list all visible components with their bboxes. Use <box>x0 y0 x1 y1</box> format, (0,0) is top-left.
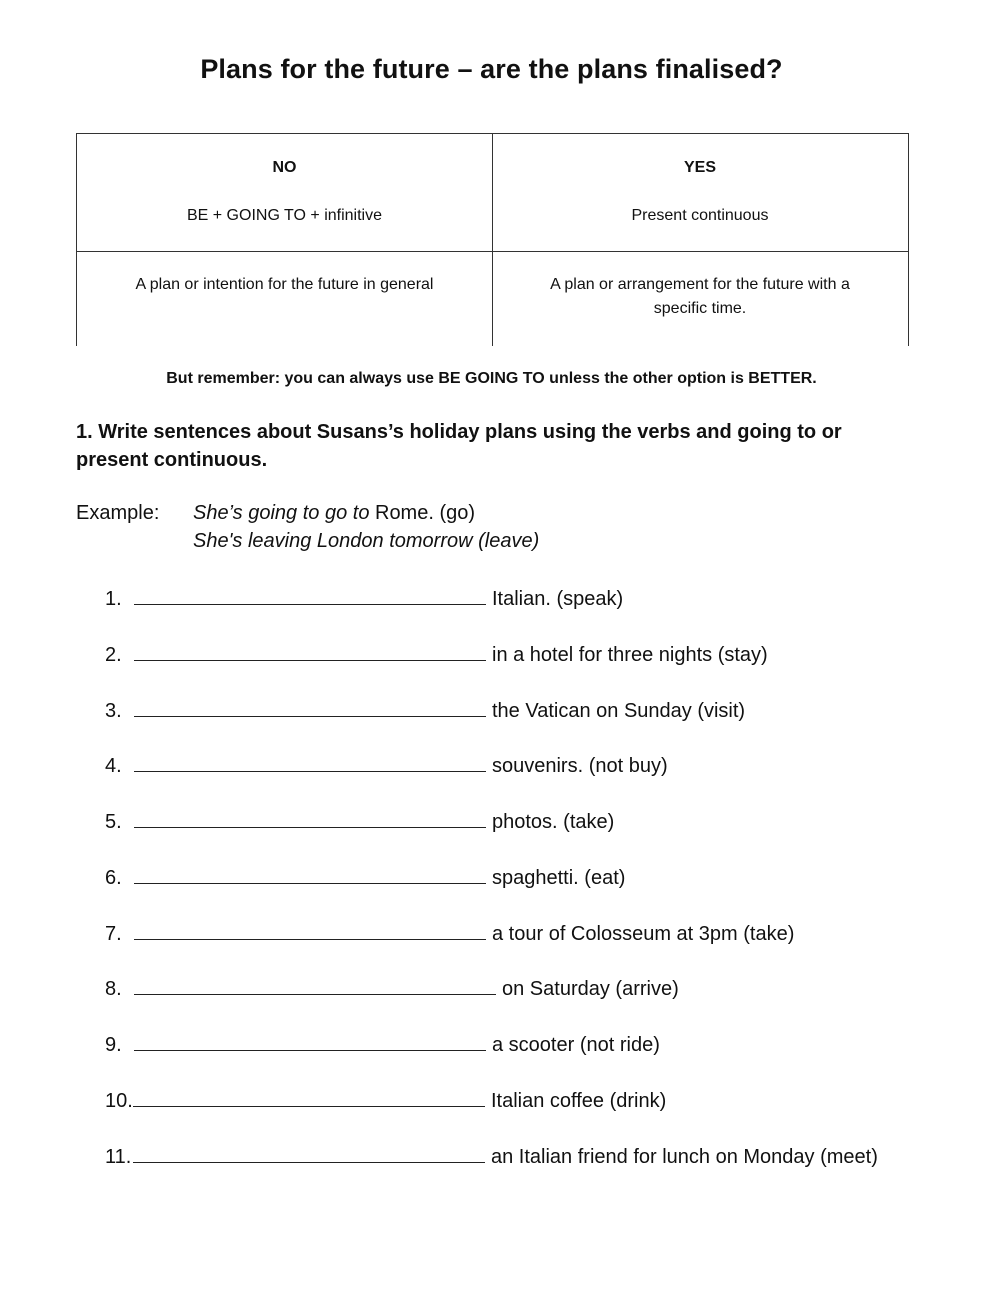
item-prompt: the Vatican on Sunday (visit) <box>492 700 746 722</box>
yes-use-text: A plan or arrangement for the future with a specific time. <box>550 276 850 317</box>
item-number: 5. <box>105 811 122 833</box>
answer-blank[interactable] <box>134 865 486 884</box>
item-number: 1. <box>105 588 122 610</box>
no-form: BE + GOING TO + infinitive <box>186 207 383 224</box>
exercise-item <box>105 642 768 670</box>
item-number: 10. <box>105 1090 133 1112</box>
item-number: 11. <box>105 1146 132 1168</box>
remember-note: But remember: you can always use BE GOING TO unless the other option is BETTER. <box>166 370 817 387</box>
answer-blank[interactable] <box>134 976 496 995</box>
item-prompt: a scooter (not ride) <box>492 1034 660 1056</box>
exercise-item <box>105 865 625 893</box>
yes-form: Present continuous <box>631 207 769 224</box>
exercise-instruction: 1. Write sentences about Susans’s holiday plans using the verbs and going to or present continuous. <box>76 421 842 471</box>
item-number: 6. <box>105 867 122 889</box>
answer-blank[interactable] <box>133 1144 485 1163</box>
exercise-item <box>105 753 668 781</box>
example-line-1-rest: Rome. (go) <box>369 502 476 524</box>
answer-blank[interactable] <box>134 586 486 605</box>
table-cell-no-header <box>76 134 493 252</box>
table-cell-yes-use <box>492 251 909 346</box>
exercise-item <box>105 921 794 949</box>
exercise-item <box>105 976 679 1004</box>
example-line-2: She's leaving London tomorrow (leave) <box>193 530 540 552</box>
example-line-1-italic: She’s going to go to <box>193 502 370 524</box>
exercise-item <box>105 586 623 614</box>
item-number: 3. <box>105 700 122 722</box>
item-number: 8. <box>105 978 122 1000</box>
answer-blank[interactable] <box>134 921 486 940</box>
exercise-item <box>105 1032 660 1060</box>
item-prompt: in a hotel for three nights (stay) <box>492 644 768 666</box>
answer-blank[interactable] <box>134 753 486 772</box>
exercise-item <box>105 698 745 726</box>
table-cell-yes-header <box>492 134 909 252</box>
item-number: 9. <box>105 1034 122 1056</box>
exercise-item <box>105 1088 666 1116</box>
yes-heading: YES <box>683 159 716 176</box>
grammar-table <box>76 133 909 346</box>
page-title: Plans for the future – are the plans finalised? <box>200 54 783 84</box>
item-number: 7. <box>105 923 122 945</box>
answer-blank[interactable] <box>134 1032 486 1051</box>
answer-blank[interactable] <box>134 698 486 717</box>
exercise-item <box>105 809 614 837</box>
table-cell-no-use <box>76 251 493 346</box>
item-prompt: a tour of Colosseum at 3pm (take) <box>492 923 795 945</box>
exercise-item <box>105 1144 878 1172</box>
item-prompt: on Saturday (arrive) <box>502 978 679 1000</box>
item-prompt: Italian coffee (drink) <box>491 1090 667 1112</box>
example-line-1 <box>193 502 475 525</box>
item-prompt: photos. (take) <box>492 811 615 833</box>
item-prompt: Italian. (speak) <box>492 588 624 610</box>
item-number: 4. <box>105 755 122 777</box>
example-label: Example: <box>76 502 160 524</box>
no-heading: NO <box>272 159 297 176</box>
answer-blank[interactable] <box>134 809 486 828</box>
answer-blank[interactable] <box>134 642 486 661</box>
item-prompt: an Italian friend for lunch on Monday (meet) <box>491 1146 878 1168</box>
item-prompt: spaghetti. (eat) <box>492 867 626 889</box>
no-use-text: A plan or intention for the future in general <box>135 276 434 293</box>
item-number: 2. <box>105 644 122 666</box>
item-prompt: souvenirs. (not buy) <box>492 755 668 777</box>
answer-blank[interactable] <box>133 1088 485 1107</box>
